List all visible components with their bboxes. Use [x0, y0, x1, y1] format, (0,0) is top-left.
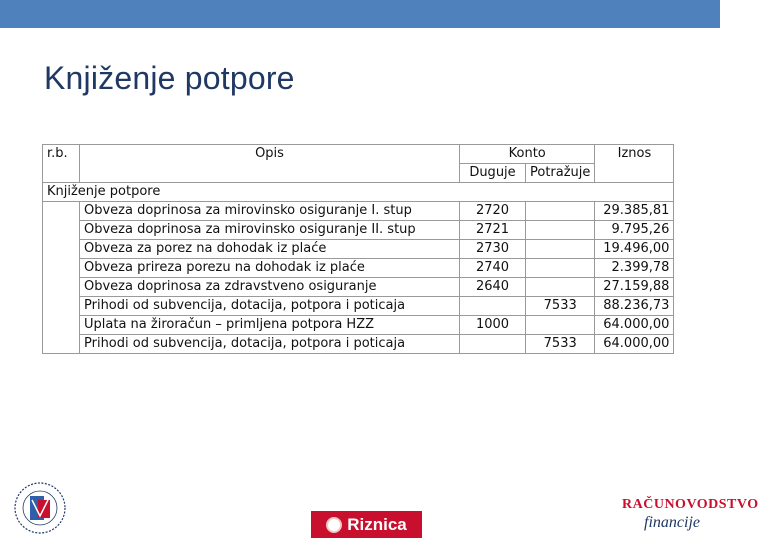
top-accent-bar	[0, 0, 720, 28]
row-potrazuje	[526, 240, 595, 259]
row-duguje: 2640	[460, 278, 526, 297]
table-row	[43, 221, 674, 240]
row-opis: Obveza za porez na dohodak iz plaće	[80, 240, 460, 259]
racunovodstvo-financije-logo	[622, 496, 759, 540]
table-row	[43, 297, 674, 316]
header-duguje: Duguje	[460, 164, 526, 183]
riznica-logo-text: Riznica	[347, 514, 407, 534]
row-iznos: 64.000,00	[595, 316, 674, 335]
header-konto: Konto	[460, 145, 595, 164]
table-row	[43, 202, 674, 221]
row-duguje: 2730	[460, 240, 526, 259]
association-seal-logo	[10, 480, 70, 536]
row-opis: Prihodi od subvencija, dotacija, potpora i poticaja	[80, 335, 460, 354]
row-iznos: 27.159,88	[595, 278, 674, 297]
row-potrazuje	[526, 278, 595, 297]
row-potrazuje	[526, 202, 595, 221]
row-duguje: 2720	[460, 202, 526, 221]
rb-cell	[43, 202, 80, 354]
row-potrazuje	[526, 259, 595, 278]
row-opis: Obveza doprinosa za mirovinsko osiguranje II. stup	[80, 221, 460, 240]
row-potrazuje	[526, 316, 595, 335]
booking-table	[42, 144, 674, 354]
slide-title: Knjiženje potpore	[44, 60, 295, 96]
row-iznos: 19.496,00	[595, 240, 674, 259]
section-label: Knjiženje potpore	[43, 183, 674, 202]
row-opis: Obveza doprinosa za mirovinsko osiguranje I. stup	[80, 202, 460, 221]
row-potrazuje: 7533	[526, 297, 595, 316]
section-row	[43, 183, 674, 202]
row-iznos: 29.385,81	[595, 202, 674, 221]
row-duguje	[460, 297, 526, 316]
row-duguje: 2721	[460, 221, 526, 240]
row-opis: Obveza prireza porezu na dohodak iz plaće	[80, 259, 460, 278]
header-iznos: Iznos	[595, 145, 674, 183]
row-opis: Obveza doprinosa za zdravstveno osiguranje	[80, 278, 460, 297]
row-potrazuje: 7533	[526, 335, 595, 354]
riznica-emblem-icon	[326, 517, 342, 533]
header-row-1	[43, 145, 674, 164]
row-iznos: 88.236,73	[595, 297, 674, 316]
header-opis: Opis	[80, 145, 460, 183]
row-iznos: 9.795,26	[595, 221, 674, 240]
logo-right-line1: RAČUNOVODSTVO	[622, 497, 759, 512]
row-iznos: 2.399,78	[595, 259, 674, 278]
row-duguje: 1000	[460, 316, 526, 335]
table-row	[43, 240, 674, 259]
table-row	[43, 259, 674, 278]
row-duguje: 2740	[460, 259, 526, 278]
row-duguje	[460, 335, 526, 354]
riznica-logo	[311, 511, 422, 538]
logo-right-line2: financije	[644, 514, 700, 531]
row-iznos: 64.000,00	[595, 335, 674, 354]
row-opis: Prihodi od subvencija, dotacija, potpora i poticaja	[80, 297, 460, 316]
table-row	[43, 335, 674, 354]
table-row	[43, 316, 674, 335]
row-opis: Uplata na žiroračun – primljena potpora HZZ	[80, 316, 460, 335]
header-potrazuje: Potražuje	[526, 164, 595, 183]
header-rb: r.b.	[43, 145, 80, 183]
table-row	[43, 278, 674, 297]
row-potrazuje	[526, 221, 595, 240]
